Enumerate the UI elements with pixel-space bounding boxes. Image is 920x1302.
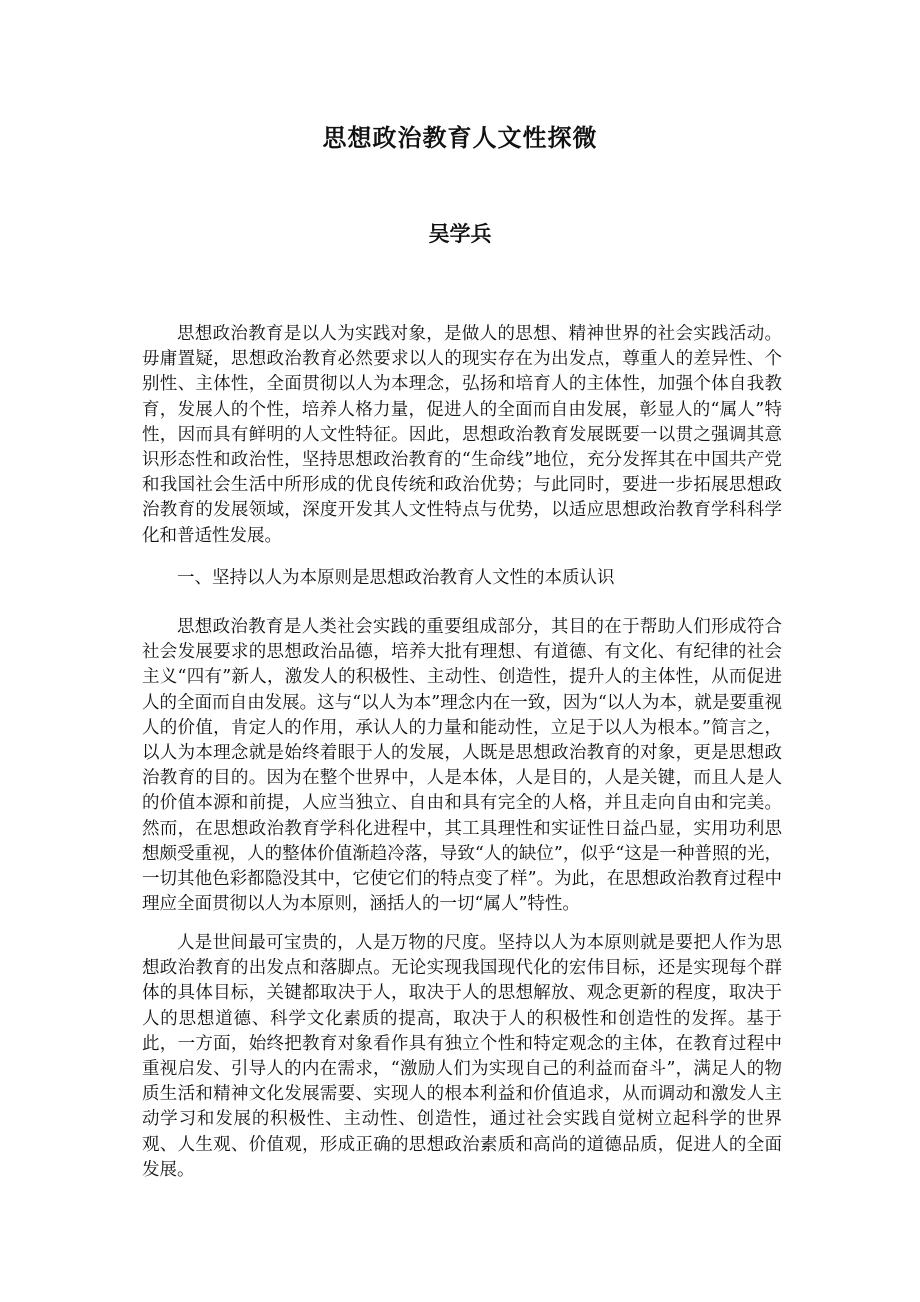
body-paragraph: 思想政治教育是人类社会实践的重要组成部分，其目的在于帮助人们形成符合社会发展要求的思想政治品德，培养大批有理想、有道德、有文化、有纪律的社会主义“四有”新人，激发人的积极性、主动性、创造性，提升人的主体性，从而促进人的全面而自由发展。这与“以人为本”理念内在一致，因为“以人为本，就是要重视人的价值，肯定人的作用，承认人的力量和能动性，立足于以人为根本。”简言之，以人为本理念就是始终着眼于人的发展，人既是思想政治教育的对象，更是思想政治教育的目的。因为在整个世界中，人是本体，人是目的，人是关键，而且人是人的价值本源和前提，人应当独立、自由和具有完全的人格，并且走向自由和完美。然而，在思想政治教育学科化进程中，其工具理性和实证性日益凸显，实用功利思想颇受重视，人的整体价值渐趋冷落，导致“人的缺位”，似乎“这是一种普照的光，一切其他色彩都隐没其中，它使它们的特点变了样”。为此，在思想政治教育过程中理应全面贯彻以人为本原则，涵括人的一切“属人”特性。 <box>142 617 782 915</box>
section-heading: 一、坚持以人为本原则是思想政治教育人文性的本质认识 <box>177 568 615 588</box>
body-paragraph: 人是世间最可宝贵的，人是万物的尺度。坚持以人为本原则就是要把人作为思想政治教育的出发点和落脚点。无论实现我国现代化的宏伟目标，还是实现每个群体的具体目标，关键都取决于人，取决于人的思想解放、观念更新的程度，取决于人的思想道德、科学文化素质的提高，取决于人的积极性和创造性的发挥。基于此，一方面，始终把教育对象看作具有独立个性和特定观念的主体，在教育过程中重视启发、引导人的内在需求，“激励人们为实现自己的利益而奋斗”，满足人的物质生活和精神文化发展需要、实现人的根本利益和价值追求，从而调动和激发人主动学习和发展的积极性、主动性、创造性，通过社会实践自觉树立起科学的世界观、人生观、价值观，形成正确的思想政治素质和高尚的道德品质，促进人的全面发展。 <box>142 933 782 1180</box>
intro-paragraph: 思想政治教育是以人为实践对象，是做人的思想、精神世界的社会实践活动。毋庸置疑，思想政治教育必然要求以人的现实存在为出发点，尊重人的差异性、个别性、主体性，全面贯彻以人为本理念，弘扬和培育人的主体性，加强个体自我教育，发展人的个性，培养人格力量，促进人的全面而自由发展，彰显人的“属人”特性，因而具有鲜明的人文性特征。因此，思想政治教育发展既要一以贯之强调其意识形态性和政治性，坚持思想政治教育的“生命线”地位，充分发挥其在中国共产党和我国社会生活中所形成的优良传统和政治优势；与此同时，要进一步拓展思想政治教育的发展领域，深度开发其人文性特点与优势，以适应思想政治教育学科科学化和普适性发展。 <box>142 324 782 546</box>
document-author: 吴学兵 <box>428 222 492 246</box>
document-title: 思想政治教育人文性探微 <box>322 124 598 152</box>
